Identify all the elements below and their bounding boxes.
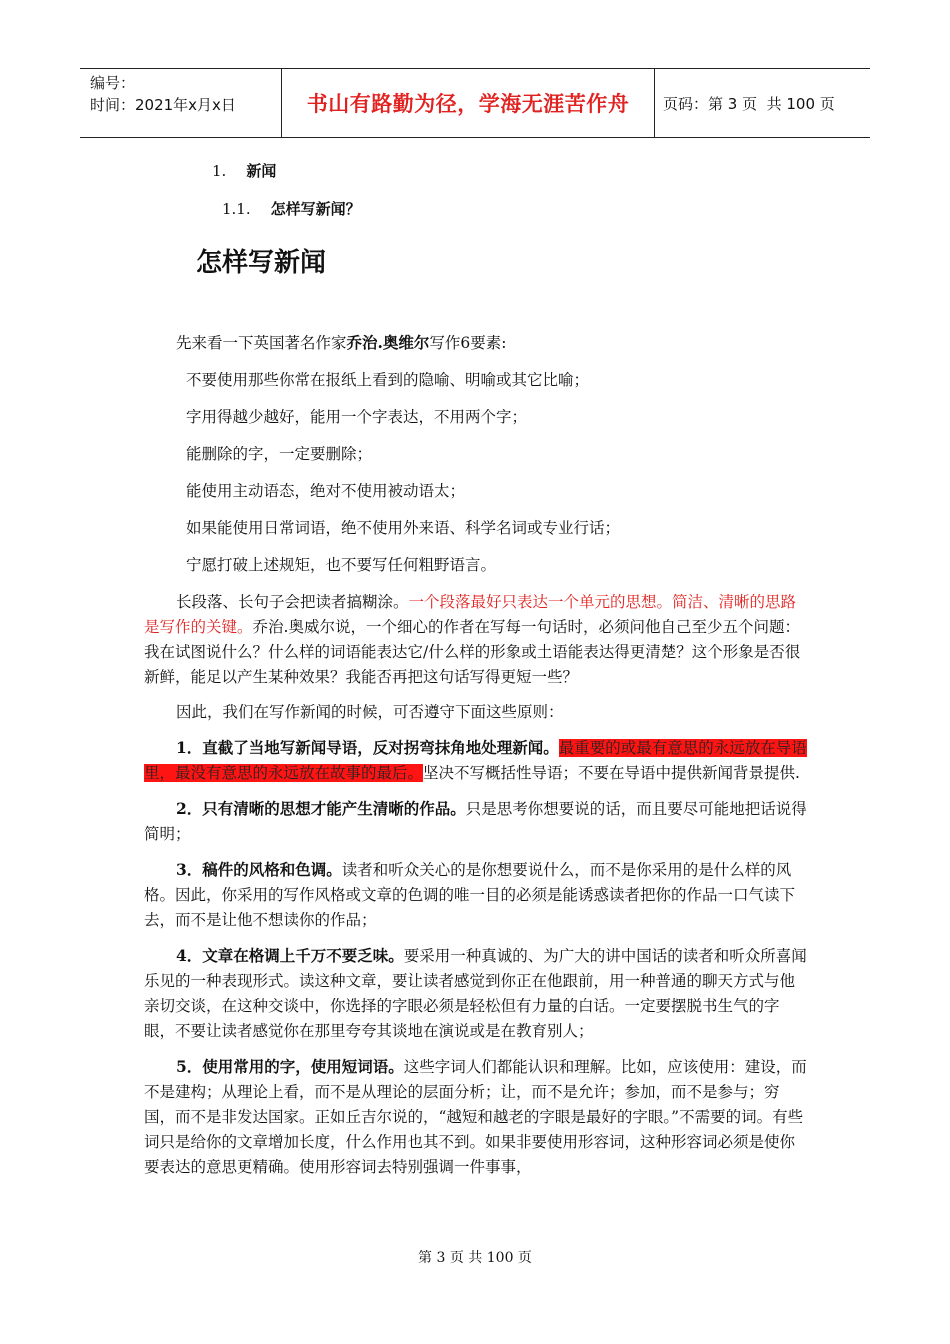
article-title: 怎样写新闻 [196, 248, 327, 278]
point-3-heading: 3．稿件的风格和色调。 [176, 860, 342, 879]
heading-2-text: 怎样写新闻？ [270, 200, 361, 218]
point-2-heading: 2．只有清晰的思想才能产生清晰的作品。 [176, 799, 466, 818]
intro-suffix: 写作6要素: [429, 334, 507, 352]
long-para-text-1: 长段落、长句子会把读者搞糊涂。 [176, 593, 409, 611]
heading-level-2 [222, 198, 361, 219]
page-info-text: 页码：第 3 页 共 100 页 [663, 94, 835, 113]
rule-item: 字用得越少越好，能用一个字表达，不用两个字； [186, 408, 528, 426]
heading-1-number: 1. [212, 162, 227, 180]
point-3 [144, 857, 808, 933]
point-2-text: 只是思考你想要说的话，而且要尽可能地把话说得简明； [144, 800, 807, 843]
intro-paragraph [144, 330, 808, 356]
point-5-heading: 5．使用常用的字，使用短词语。 [176, 1057, 404, 1076]
point-4 [144, 943, 808, 1044]
rule-item: 能删除的字，一定要删除； [186, 445, 373, 463]
page-header [80, 68, 870, 138]
point-5-text: 这些字词人们都能认识和理解。比如，应该使用：建设，而不是建构；从理论上看，而不是从理论的层面分析；让，而不是允许；参加，而不是参与；穷国，而不是非发达国家。正如丘吉尔说的，“越短和越老的字眼是最好的字眼。”不需要的词。有些词只是给你的文章增加长度，什么作用也其不到。如果非要使用形容词，这种形容词必须是使你要表达的意思更精确。使用形容词去特别强调一件事事， [144, 1058, 807, 1176]
point-1-text: 坚决不写概括性导语；不要在导语中提供新闻背景提供. [423, 764, 800, 782]
intro-author: 乔治.奥维尔 [346, 333, 430, 352]
rule-item: 如果能使用日常词语，绝不使用外来语、科学名词或专业行话； [186, 519, 621, 537]
time-label: 时间：2021年x月x日 [90, 96, 236, 114]
rule-item: 不要使用那些你常在报纸上看到的隐喻、明喻或其它比喻； [186, 371, 590, 389]
header-motto: 书山有路勤为径，学海无涯苦作舟 [282, 69, 655, 137]
heading-1-text: 新闻 [246, 162, 277, 180]
article-body [144, 330, 808, 1190]
heading-level-1 [212, 160, 276, 181]
footer-page-number: 第 3 页 共 100 页 [418, 1250, 532, 1266]
point-1-heading: 1．直截了当地写新闻导语，反对拐弯抹角地处理新闻。 [176, 738, 559, 757]
long-para-red-text: 一个段落最好只表达一个单元的思想。简洁、清晰的思路是写作的关键。 [144, 593, 797, 636]
intro-prefix: 先来看一下英国著名作家 [176, 334, 347, 352]
point-4-text: 要采用一种真诚的、为广大的讲中国话的读者和听众所喜闻乐见的一种表现形式。读这种文章，要让读者感觉到你正在他跟前，用一种普通的聊天方式与他亲切交谈，在这种交谈中，你选择的字眼必须是轻松但有力量的白话。一定要摆脱书生气的字眼，不要让读者感觉你在那里夸夸其谈地在演说或是在教育别人； [144, 947, 807, 1040]
point-3-text: 读者和听众关心的是你想要说什么，而不是你采用的是什么样的风格。因此，你采用的写作风格或文章的色调的唯一目的必须是能诱惑读者把你的作品一口气读下去，而不是让他不想读你的作品； [144, 861, 796, 929]
long-para-text-2: 乔治.奥威尔说，一个细心的作者在写每一句话时，必须问他自己至少五个问题：我在试图说什么？什么样的词语能表达它/什么样的形象或土语能表达得更清楚？这个形象是否很新鲜，能足以产生某种效果？我能否再把这句话写得更短一些？ [144, 618, 801, 686]
page-footer [0, 1247, 950, 1267]
heading-2-number: 1.1. [222, 200, 251, 218]
point-1-highlight: 最重要的或最有意思的永远放在导语里，最没有意思的永远放在故事的最后。 [144, 739, 807, 782]
long-paragraph [144, 590, 808, 690]
principles-paragraph: 因此，我们在写作新闻的时候，可否遵守下面这些原则： [176, 703, 564, 721]
point-5 [144, 1054, 808, 1180]
rule-item: 能使用主动语态，绝对不使用被动语太； [186, 482, 466, 500]
point-1 [144, 735, 808, 786]
point-4-heading: 4．文章在格调上千万不要乏味。 [176, 946, 404, 965]
rules-list [144, 368, 808, 578]
header-meta [80, 69, 282, 137]
header-page-info [655, 69, 870, 137]
rule-item: 宁愿打破上述规矩，也不要写任何粗野语言。 [186, 556, 497, 574]
number-label: 编号： [90, 74, 136, 92]
point-2 [144, 796, 808, 847]
